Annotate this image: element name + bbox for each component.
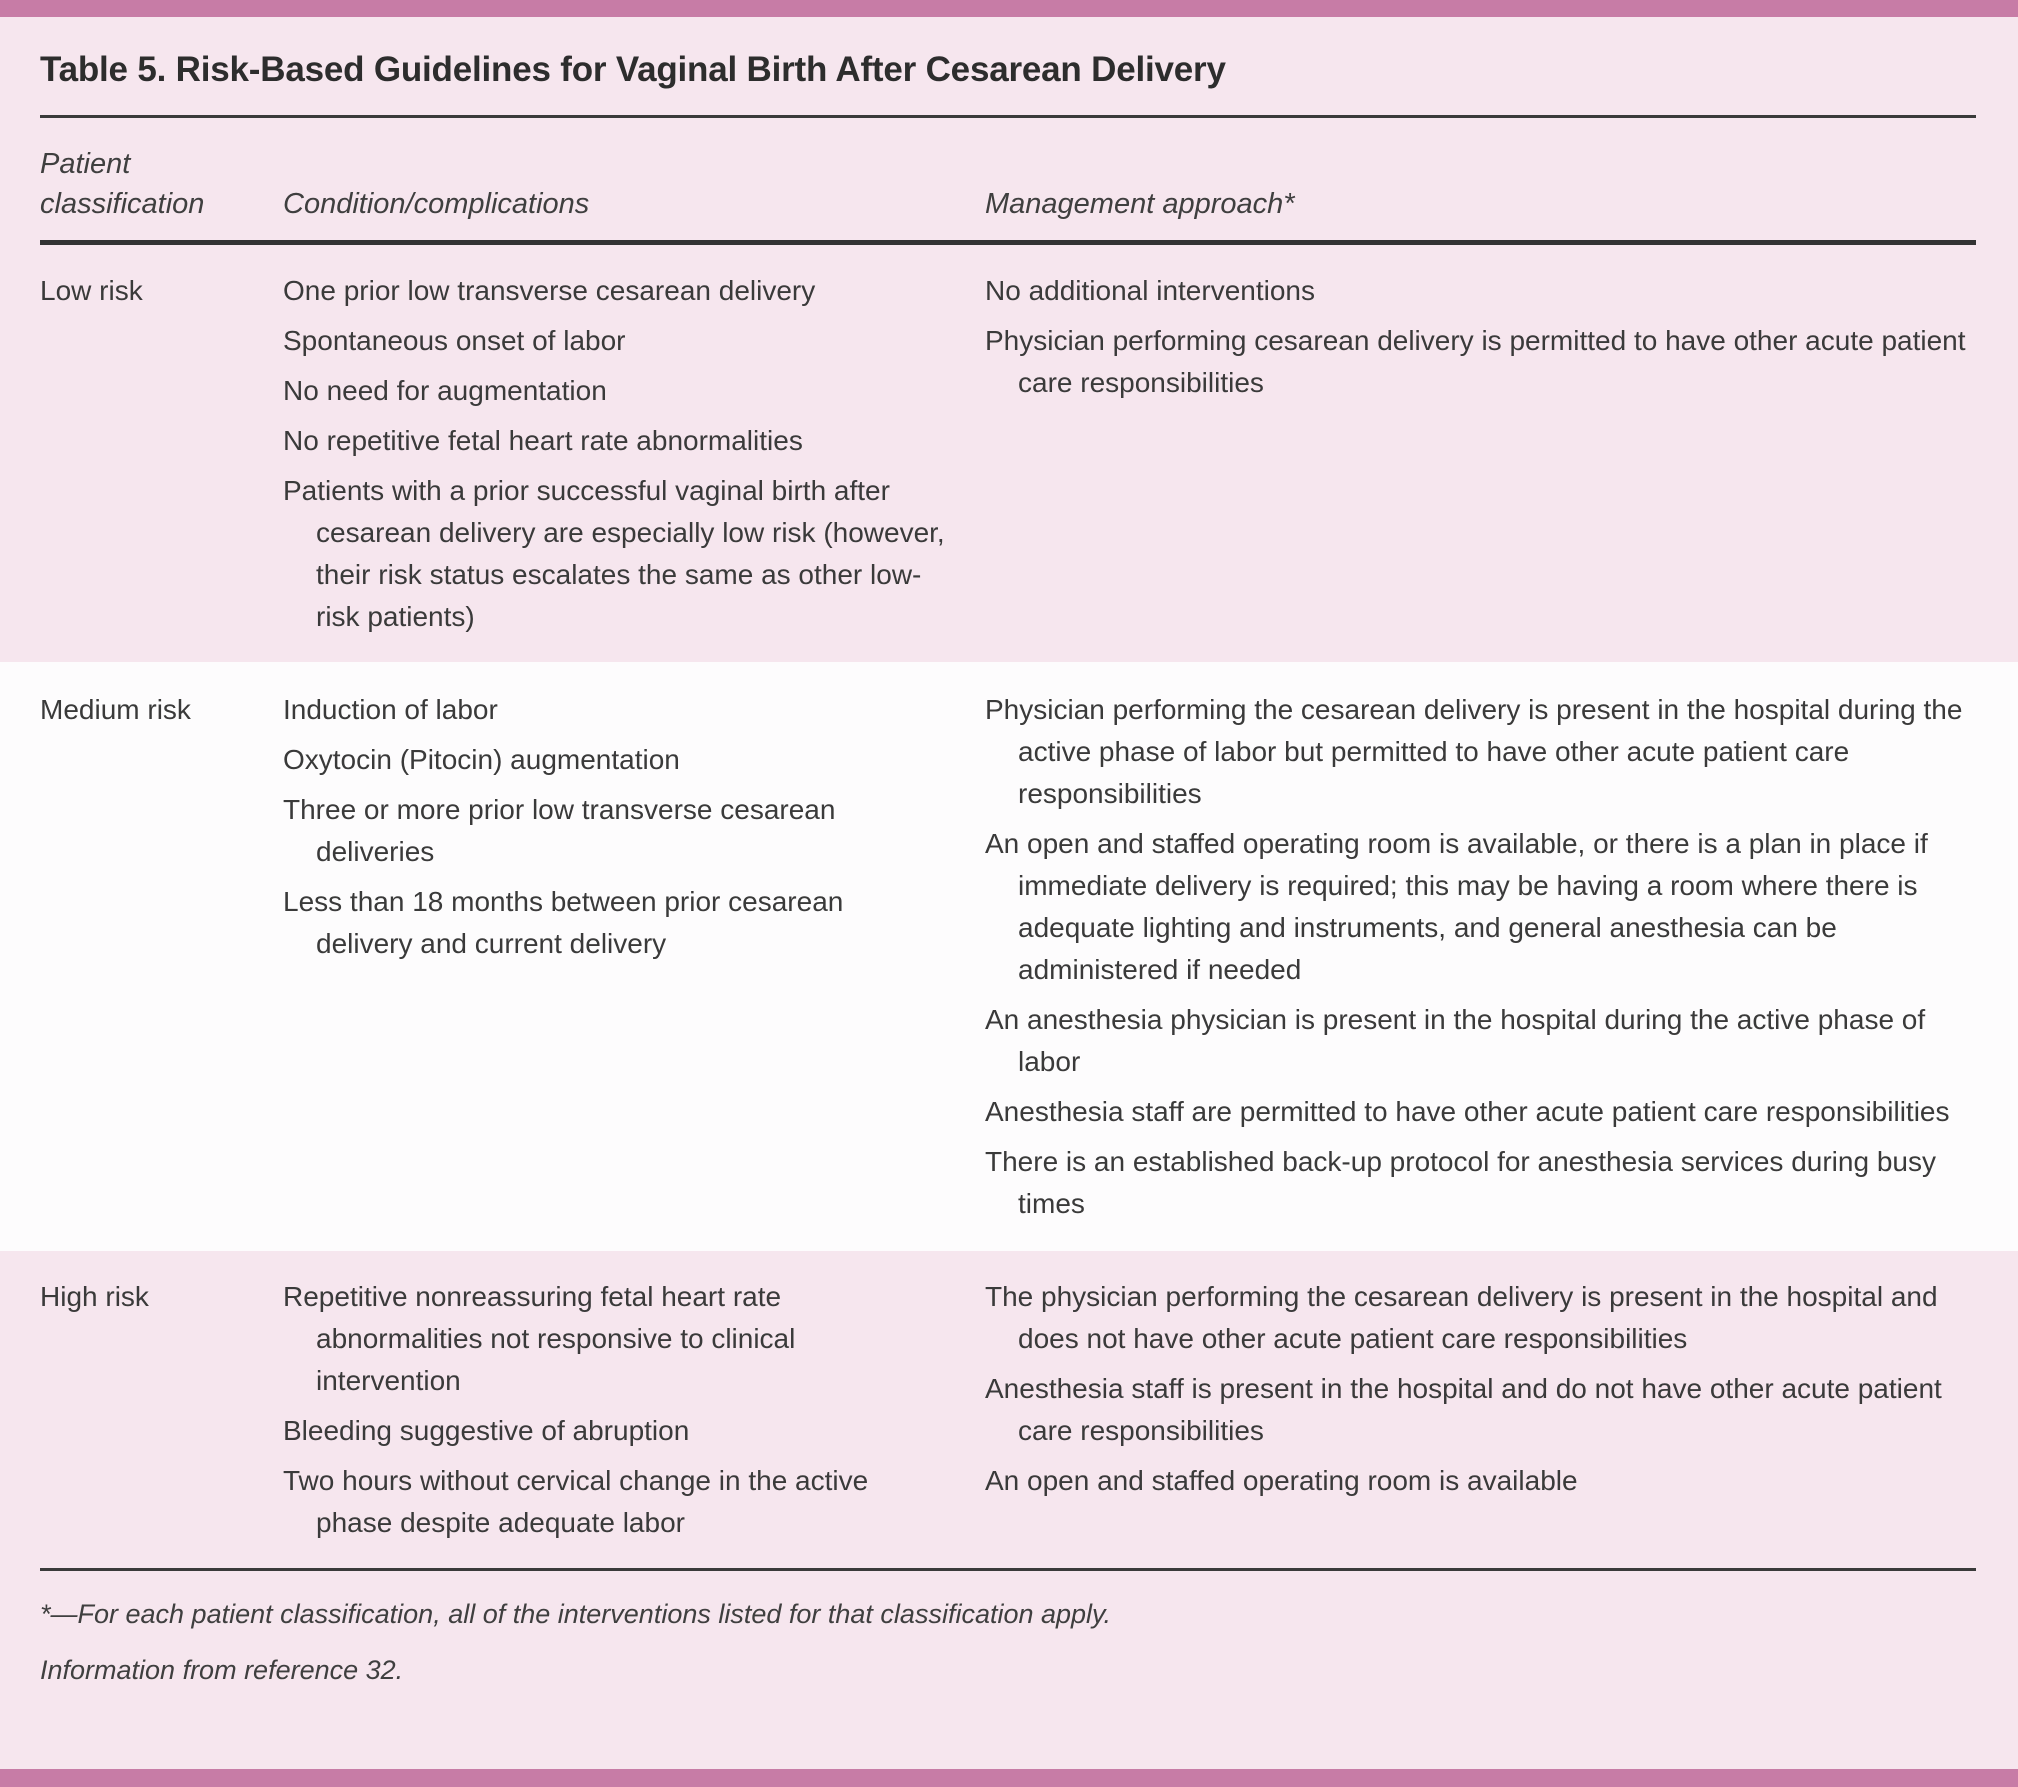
classification-label: High risk: [40, 1281, 149, 1312]
conditions-cell: [283, 270, 985, 638]
column-header-row: [40, 118, 1976, 240]
top-accent-bar: [0, 0, 2018, 17]
management-item: An open and staffed operating room is available: [985, 1465, 1578, 1496]
table-row-high-risk: [0, 1251, 2018, 1568]
management-cell: [985, 689, 1976, 1225]
management-item: Physician performing cesarean delivery is permitted to have other acute patient care responsibilities: [985, 325, 1966, 398]
management-item: An anesthesia physician is present in the hospital during the active phase of labor: [985, 1004, 1926, 1077]
conditions-cell: [283, 1276, 985, 1544]
table-row-medium-risk: [0, 662, 2018, 1251]
condition-item: One prior low transverse cesarean delivery: [283, 275, 816, 306]
condition-item: Bleeding suggestive of abruption: [283, 1415, 690, 1446]
column-header-classification: Patient classification: [40, 148, 205, 220]
condition-item: Repetitive nonreassuring fetal heart rate abnormalities not responsive to clinical intervention: [283, 1281, 796, 1396]
condition-item: Induction of labor: [283, 694, 498, 725]
condition-item: No need for augmentation: [283, 375, 607, 406]
condition-item: Three or more prior low transverse cesarean deliveries: [283, 794, 836, 867]
table-title: Table 5. Risk-Based Guidelines for Vaginal Birth After Cesarean Delivery: [40, 50, 1226, 89]
conditions-cell: [283, 689, 985, 1225]
condition-item: Two hours without cervical change in the active phase despite adequate labor: [283, 1465, 869, 1538]
classification-label: Low risk: [40, 275, 143, 306]
classification-label: Medium risk: [40, 694, 191, 725]
condition-item: No repetitive fetal heart rate abnormalities: [283, 425, 803, 456]
table-row-low-risk: [0, 245, 2018, 662]
condition-item: Patients with a prior successful vaginal birth after cesarean delivery are especially low risk (however, their risk status escalates the same as other low-risk patients): [283, 475, 945, 632]
management-item: There is an established back-up protocol for anesthesia services during busy times: [985, 1146, 1936, 1219]
management-item: Physician performing the cesarean delivery is present in the hospital during the active phase of labor but permitted to have other acute patient care responsibilities: [985, 694, 1963, 809]
footnote-asterisk: *—For each patient classification, all of the interventions listed for that classification apply.: [40, 1599, 1112, 1629]
column-header-conditions: Condition/complications: [283, 188, 590, 220]
management-cell: [985, 1276, 1976, 1544]
footnotes: [40, 1571, 1976, 1689]
management-cell: [985, 270, 1976, 638]
management-item: Anesthesia staff are permitted to have other acute patient care responsibilities: [985, 1096, 1950, 1127]
management-item: An open and staffed operating room is available, or there is a plan in place if immediate delivery is required; this may be having a room where there is adequate lighting and instruments, and general anesthesia can be administered if needed: [985, 828, 1928, 985]
footnote-source: Information from reference 32.: [40, 1655, 404, 1685]
management-item: No additional interventions: [985, 275, 1315, 306]
condition-item: Less than 18 months between prior cesarean delivery and current delivery: [283, 886, 844, 959]
condition-item: Oxytocin (Pitocin) augmentation: [283, 744, 680, 775]
bottom-accent-bar: [0, 1769, 2018, 1787]
management-item: Anesthesia staff is present in the hospital and do not have other acute patient care responsibilities: [985, 1373, 1942, 1446]
column-header-management: Management approach*: [985, 188, 1295, 220]
management-item: The physician performing the cesarean delivery is present in the hospital and does not have other acute patient care responsibilities: [985, 1281, 1938, 1354]
condition-item: Spontaneous onset of labor: [283, 325, 626, 356]
